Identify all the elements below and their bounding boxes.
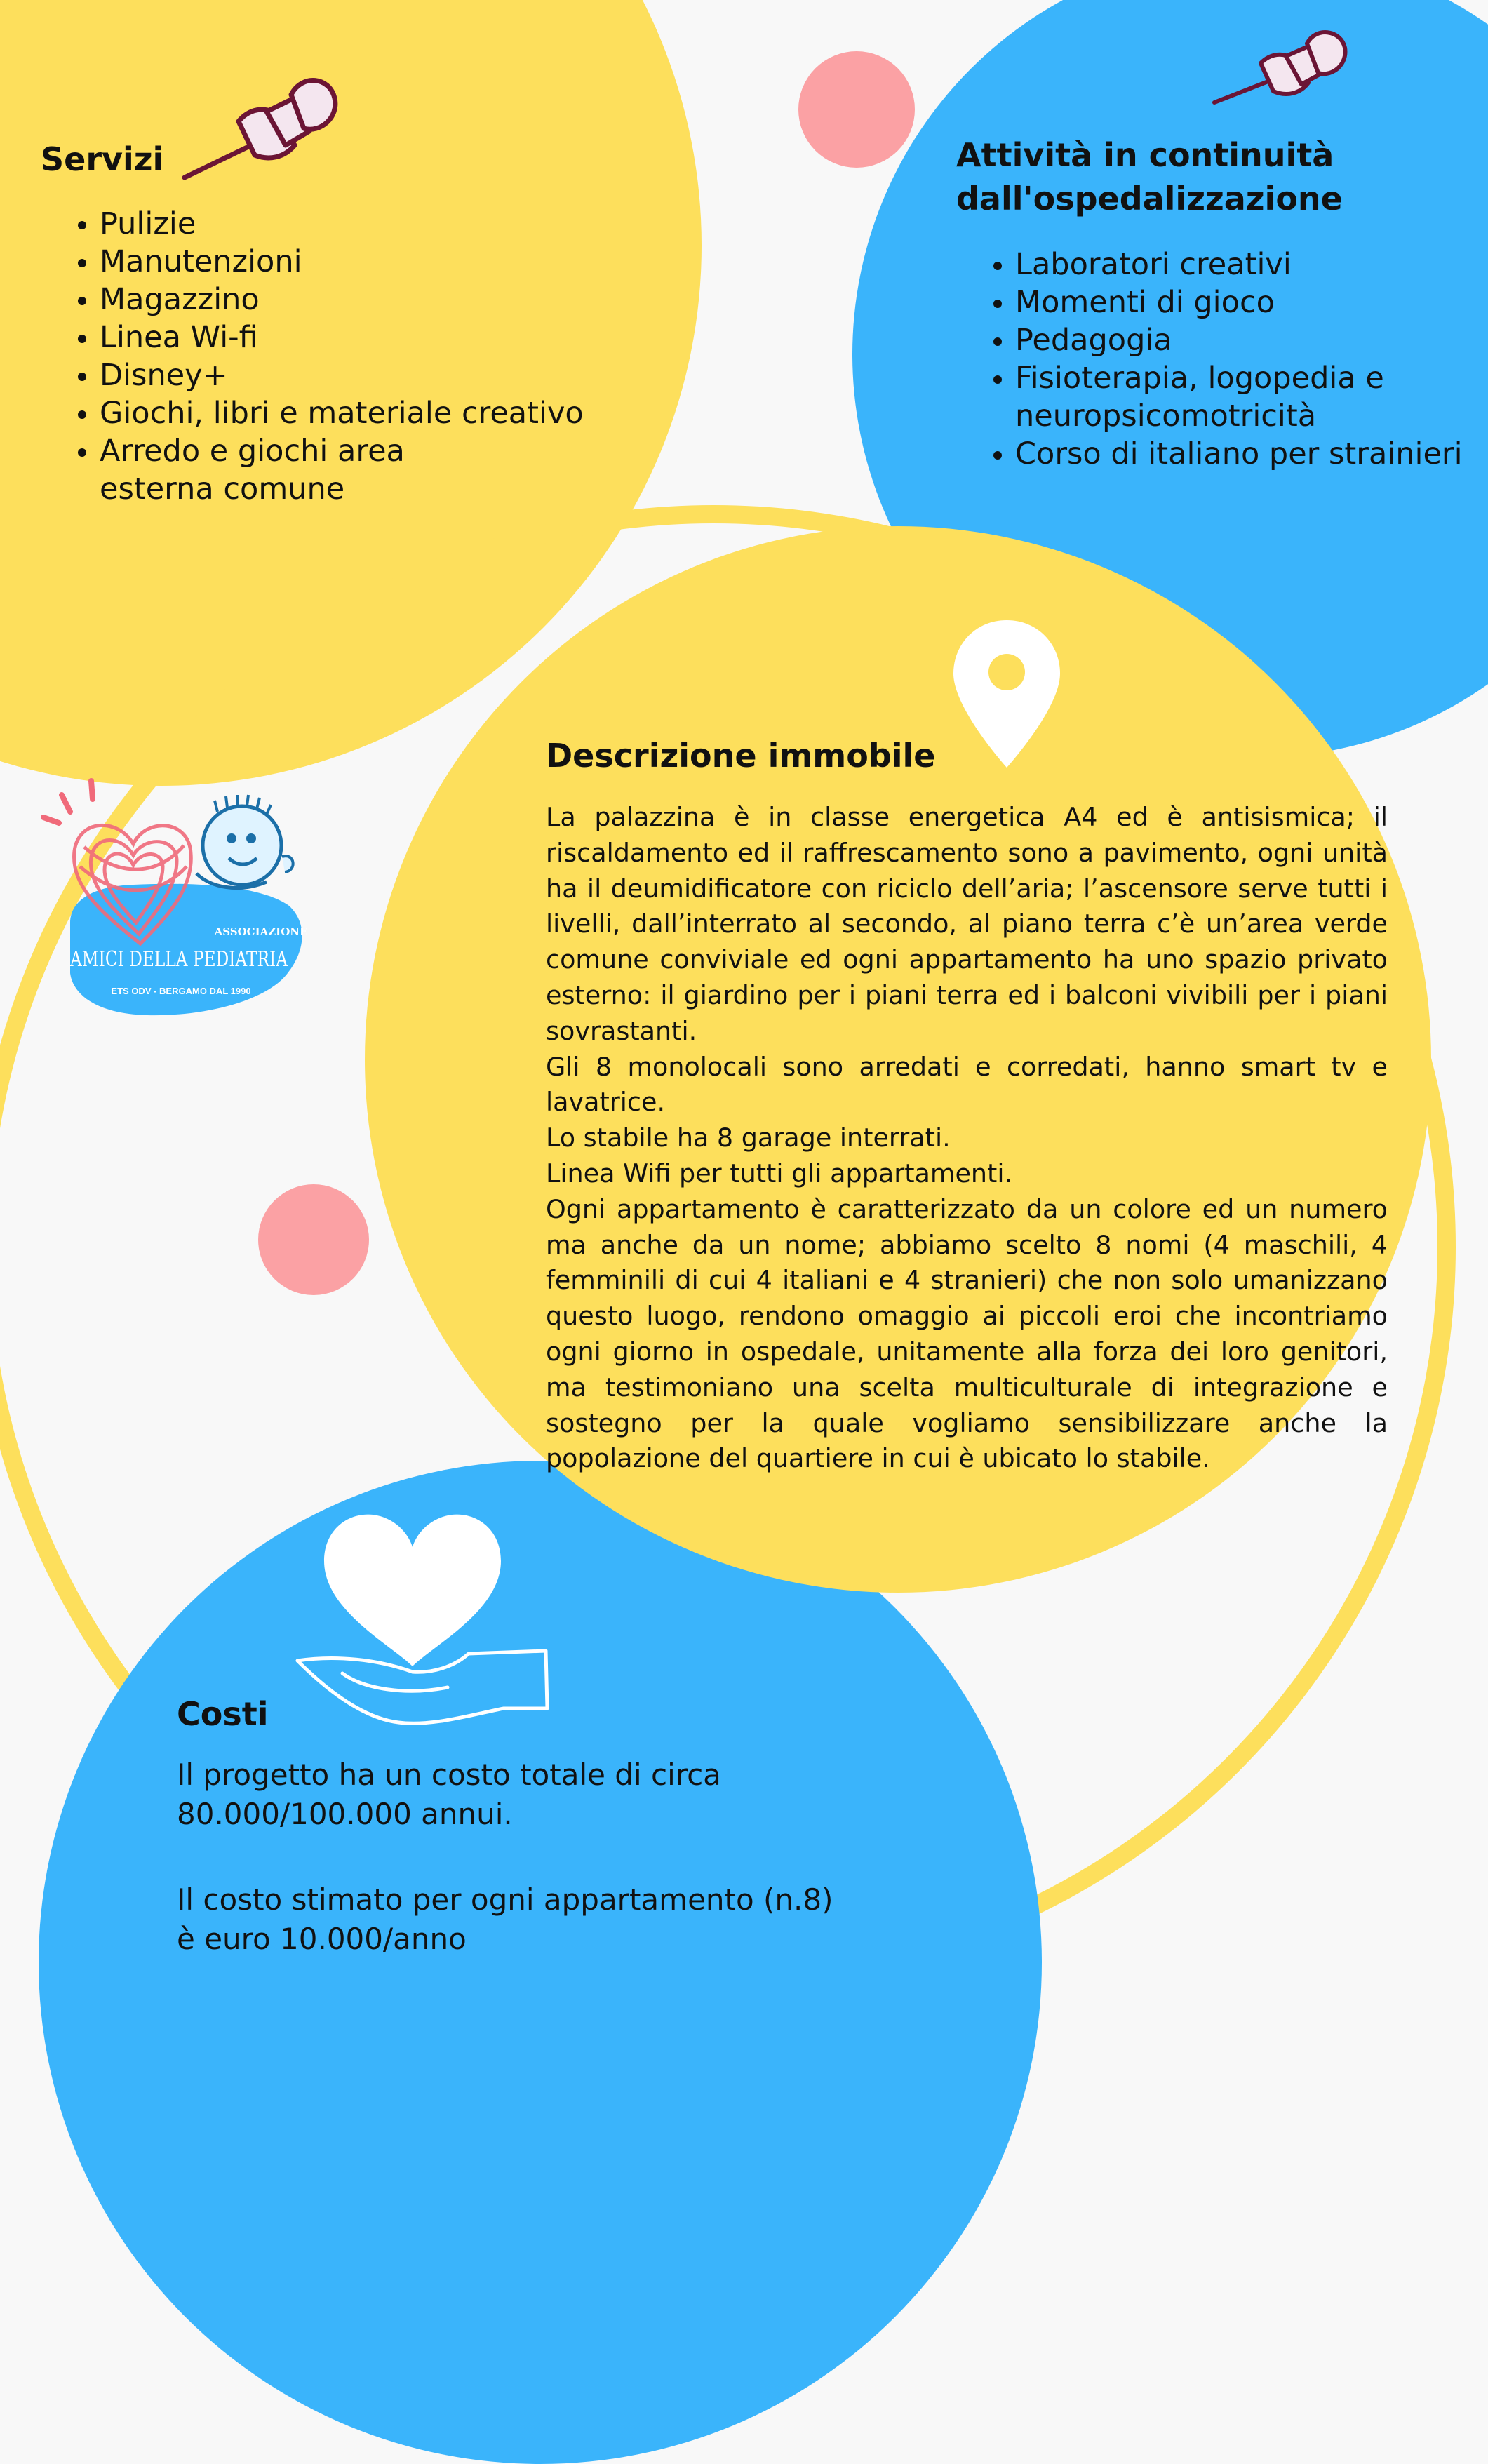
pushpin-icon xyxy=(179,67,340,186)
list-item: • Manutenzioni xyxy=(100,243,689,281)
pushpin-icon xyxy=(1210,27,1350,111)
description-paragraph: Linea Wifi per tutti gli appartamenti. xyxy=(546,1158,1013,1189)
location-pin-icon xyxy=(951,617,1063,770)
association-logo xyxy=(28,768,323,1049)
list-item: • Laboratori creativi xyxy=(1015,246,1488,283)
costs-title: Costi xyxy=(177,1695,269,1733)
list-item: • Pedagogia xyxy=(1015,321,1488,359)
list-item: • Magazzino xyxy=(100,281,689,319)
list-item: • Corso di italiano per strainieri xyxy=(1015,435,1488,473)
list-item: • Arredo e giochi area esterna comune xyxy=(100,432,492,508)
costs-line-3: Il costo stimato per ogni appartamento (n.8) xyxy=(177,1882,833,1917)
description-paragraph: Lo stabile ha 8 garage interrati. xyxy=(546,1123,951,1153)
activities-title xyxy=(956,133,1343,220)
logo-subtitle: ETS ODV - BERGAMO DAL 1990 xyxy=(111,986,251,996)
background-dot-pink-top xyxy=(798,51,915,168)
activities-title-line1: Attività in continuità xyxy=(956,136,1334,174)
costs-line-4: è euro 10.000/anno xyxy=(177,1922,467,1956)
description-paragraph: Ogni appartamento è caratterizzato da un colore ed un numero ma anche da un nome; abbiamo scelto 8 nomi (4 maschili, 4 femminili di cui 4 italiani e 4 stranieri) che non solo umanizzano questo luogo, rendono omaggio ai piccoli eroi che incontriamo ogni giorno in ospedale, unitamente alla forza dei loro genitori, ma testimoniano una scelta multiculturale di integrazione e sostegno per la quale vogliamo sensibilizzare anche la popolazione del quartiere in cui è ubicato lo stabile. xyxy=(546,1193,1388,1474)
list-item: • Linea Wi-fi xyxy=(100,319,689,356)
description-text xyxy=(546,800,1388,1477)
list-item: • Giochi, libri e materiale creativo xyxy=(100,394,689,432)
services-list xyxy=(41,205,689,508)
list-item: • Fisioterapia, logopedia e neuropsicomotricità xyxy=(1015,359,1408,435)
activities-list xyxy=(956,246,1488,473)
logo-name: AMICI DELLA PEDIATRIA xyxy=(69,947,288,972)
description-title: Descrizione immobile xyxy=(546,737,936,775)
costs-line-1: Il progetto ha un costo totale di circa xyxy=(177,1757,721,1792)
heart-in-hand-icon xyxy=(293,1498,553,1740)
list-item: • Pulizie xyxy=(100,205,689,243)
list-item: • Momenti di gioco xyxy=(1015,283,1488,321)
list-item: • Disney+ xyxy=(100,356,689,394)
logo-top-label: ASSOCIAZIONE xyxy=(214,925,308,938)
costs-line-2: 80.000/100.000 annui. xyxy=(177,1797,513,1831)
services-title: Servizi xyxy=(41,140,164,178)
description-paragraph: La palazzina è in classe energetica A4 ed è antisismica; il riscaldamento ed il raffrescamento sono a pavimento, ogni unità ha il deumidificatore con riciclo dell’aria; l’ascensore serve tutti i livelli, dall’interrato al secondo, al piano terra c’è un’area verde comune conviviale ed ogni appartamento ha uno spazio privato esterno: il giardino per i piani terra ed i balconi vivibili per i piani sovrastanti. xyxy=(546,802,1388,1046)
description-paragraph: Gli 8 monolocali sono arredati e corredati, hanno smart tv e lavatrice. xyxy=(546,1051,1388,1118)
background-dot-pink-middle xyxy=(258,1184,369,1295)
activities-title-line2: dall'ospedalizzazione xyxy=(956,180,1343,217)
